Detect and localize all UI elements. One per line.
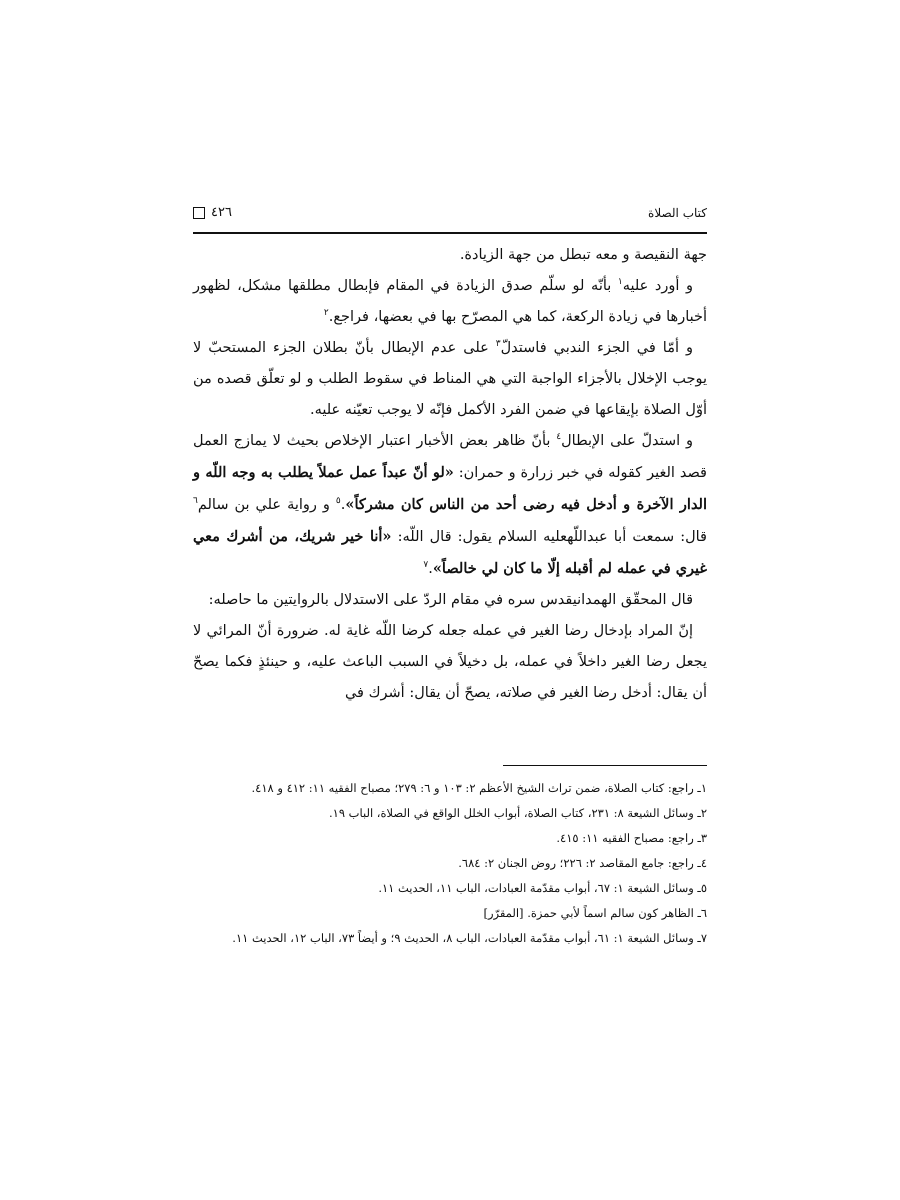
page-number [193,198,232,228]
square-box-icon [193,207,205,219]
text-run: . [340,497,346,513]
body-text [193,240,707,709]
footnote-4: ٤ـ راجع: جامع المقاصد ٢: ٢٢٦؛ روض الجنان ٢: ٦٨٤. [458,856,707,870]
page-number-value: ٤٢٦ [211,205,232,220]
footnote-ref-1: ١ [617,277,623,288]
paragraph-6: إنّ المراد بإدخال رضا الغير في عمله جعله كرضا اللّه غاية له. ضرورة أنّ المرائي لا يجعل رضا الغير داخلاً في عمله، بل دخيلاً في السبب الباعث عليه، و حينئذٍ فكما يصحّ أن يقال: أدخل رضا الغير في صلاته، يصحّ أن يقال: أشرك في [193,623,707,701]
text-run: . [428,561,433,577]
paragraph-2 [193,271,707,333]
paragraph-5: قال المحقّق الهمداني‏قدس سره في مقام الردّ على الاستدلال بالروايتين ما حاصله: [208,592,693,608]
text-run: و استدلّ على الإبطال [561,433,694,449]
paragraph-3 [193,333,707,426]
text-run: بأنّ ظاهر بعض الأخبار اعتبار الإخلاص بحيث لا يمازج العمل قصد الغير كقوله في خبر زرارة و حمران: [193,433,707,481]
text-run: قال: سمعت أبا عبداللّه‏عليه السلام يقول: قال اللّه: [391,529,707,545]
running-header [193,196,707,234]
paragraph-4 [193,426,707,585]
text-run: بأنّه لو سلّم صدق الزيادة في المقام فإبطال مطلقها مشكل، لظهور أخبارها في زيادة الركعة، كما هي المصرّح بها في بعضها، فراجع. [193,278,707,325]
footnote-3: ٣ـ راجع: مصباح الفقيه ١١: ٤١٥. [556,831,707,845]
footnote-2: ٢ـ وسائل الشيعة ٨: ٢٣١، كتاب الصلاة، أبواب الخلل الواقع في الصلاة، الباب ١٩. [328,806,707,820]
footnote-5: ٥ـ وسائل الشيعة ١: ٦٧، أبواب مقدّمة العبادات، الباب ١١، الحديث ١١. [378,881,707,895]
footnotes-list [193,776,707,951]
footnote-1: ١ـ راجع: كتاب الصلاة، ضمن تراث الشيخ الأعظم ٢: ١٠٣ و ٦: ٢٧٩؛ مصباح الفقيه ١١: ٤١٢ و ٤١٨. [251,781,707,795]
footnote-ref-3: ٣ [495,339,501,350]
footnote-divider [503,765,707,766]
footnote-ref-4: ٤ [556,432,562,443]
hadith-quote-2: «أنا خير شريك، من أشرك معي غيري في عمله لم أقبله إلّا ما كان لي خالصاً» [193,528,707,577]
footnote-ref-6: ٦ [193,496,198,507]
footnote-ref-7: ٧ [423,560,429,571]
paragraph-1: جهة النقيصة و معه تبطل من جهة الزيادة. [459,247,707,263]
text-run: و رواية علي بن سالم [197,497,336,513]
footnote-ref-5: ٥ [335,496,341,507]
book-page [193,196,707,1016]
text-run: و أورد عليه [622,278,693,294]
text-run: على عدم الإبطال بأنّ بطلان الجزء المستحبّ لا يوجب الإخلال بالأجزاء الواجبة التي هي المناط في سقوط الطلب و لو تعلّق قصده من أوّل الصلاة بإيقاعها في ضمن الفرد الأكمل فإنّه لا يوجب تعيّنه عليه. [193,340,707,418]
book-title: كتاب الصلاة [648,206,707,220]
footnote-ref-2: ٢ [323,308,329,319]
footnote-7: ٧ـ وسائل الشيعة ١: ٦١، أبواب مقدّمة العبادات، الباب ٨، الحديث ٩؛ و أيضاً ٧٣، الباب ١٢، الحديث ١١. [232,931,707,945]
hadith-quote-1: «لو أنّ عبداً عمل عملاً يطلب به وجه اللّه و الدار الآخرة و أدخل فيه رضى أحد من الناس كان مشركاً» [193,464,707,513]
footnote-6: ٦ـ الظاهر كون سالم اسماً لأبي حمزة. [المقرّر] [483,906,707,920]
text-run: و أمّا في الجزء الندبي فاستدلّ [500,340,693,356]
